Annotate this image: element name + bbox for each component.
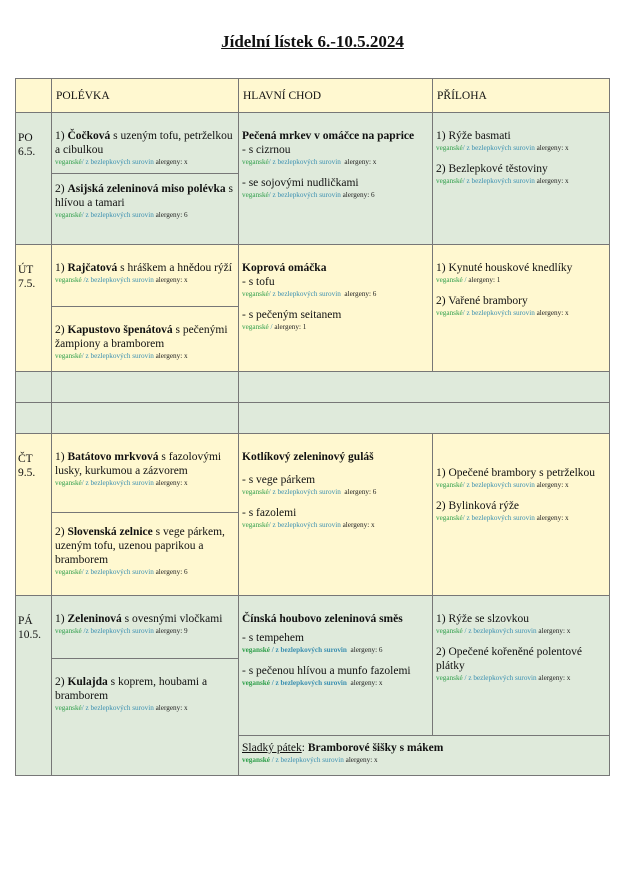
main-dish-name: Pečená mrkev v omáčce na paprice — [242, 130, 415, 142]
day-label: ČT 9.5. — [16, 434, 52, 596]
soup-cell — [52, 434, 239, 596]
day-row-tuesday — [16, 245, 610, 372]
sweet-friday-cell: Sladký pátek: Bramborové šišky s mákem veganské / z bezlepkových surovin alergeny: x — [239, 736, 610, 776]
day-row-thursday — [16, 434, 610, 596]
soup-cell — [52, 113, 239, 245]
day-label: PO 6.5. — [16, 113, 52, 245]
page-title: Jídelní lístek 6.-10.5.2024 — [221, 32, 404, 51]
sweet-friday-label: Sladký pátek — [242, 742, 302, 754]
main-dish-name: Čínská houbovo zeleninová směs — [242, 613, 403, 625]
day-row-friday — [16, 596, 610, 736]
soup-item: 1) Zeleninová s ovesnými vločkami veganské /z bezlepkových surovin alergeny: 9 — [55, 613, 223, 635]
soup-item: 1) Čočková s uzeným tofu, petrželkou a cibulkou veganské/ z bezlepkových surovin alergeny: x — [55, 130, 233, 166]
header-day — [16, 79, 52, 113]
soup-cell — [52, 596, 239, 776]
main-cell: Pečená mrkev v omáčce na paprice - s cizrnou veganské/ z bezlepkových surovin alergeny: x - se sojovými nudličkami veganské/ z bezlepkových surovin alergeny: 6 — [239, 113, 433, 245]
side-cell: 1) Kynuté houskové knedlíky veganské / alergeny: 1 2) Vařené brambory veganské/ z bezlepkových surovin alergeny: x — [433, 245, 610, 372]
day-row-monday — [16, 113, 610, 245]
soup-item: 2) Kulajda s koprem, houbami a bramborem veganské/ z bezlepkových surovin alergeny: x — [52, 658, 238, 717]
soup-item: 2) Slovenská zelnice s vege párkem, uzeným tofu, uzenou paprikou a bramborem veganské/ z bezlepkových surovin alergeny: 6 — [52, 512, 238, 581]
main-cell: Kotlíkový zeleninový guláš - s vege párkem veganské/ z bezlepkových surovin alergeny: 6 - s fazolemi veganské/ z bezlepkových surovin alergeny: x — [239, 434, 433, 596]
header-soup: POLÉVKA — [52, 79, 239, 113]
header-row — [16, 79, 610, 113]
side-cell: 1) Rýže basmati veganské/ z bezlepkových surovin alergeny: x 2) Bezlepkové těstoviny veganské/ z bezlepkových surovin alergeny: x — [433, 113, 610, 245]
header-side: PŘÍLOHA — [433, 79, 610, 113]
soup-cell — [52, 245, 239, 372]
day-label: ÚT 7.5. — [16, 245, 52, 372]
soup-item: 1) Rajčatová s hráškem a hnědou rýží veganské /z bezlepkových surovin alergeny: x — [55, 262, 232, 284]
empty-row — [16, 372, 610, 403]
main-cell: Koprová omáčka - s tofu veganské/ z bezlepkových surovin alergeny: 6 - s pečeným seitanem veganské / alergeny: 1 — [239, 245, 433, 372]
side-cell: 1) Opečené brambory s petrželkou veganské/ z bezlepkových surovin alergeny: x 2) Bylinková rýže veganské/ z bezlepkových surovin alergeny: x — [433, 434, 610, 596]
soup-item: 2) Kapustovo špenátová s pečenými žampiony a bramborem veganské/ z bezlepkových surovin alergeny: x — [52, 306, 238, 365]
main-dish-name: Koprová omáčka — [242, 262, 327, 274]
menu-table — [15, 78, 610, 776]
header-main: HLAVNÍ CHOD — [239, 79, 433, 113]
main-dish-name: Kotlíkový zeleninový guláš — [242, 451, 374, 463]
sweet-friday-dish: Bramborové šišky s mákem — [307, 742, 444, 754]
soup-item: 1) Batátovo mrkvová s fazolovými lusky, kurkumou a zázvorem veganské/ z bezlepkových surovin alergeny: x — [55, 451, 222, 487]
main-cell: Čínská houbovo zeleninová směs - s tempehem veganské / z bezlepkových surovin alergeny: 6 - s pečenou hlívou a munfo fazolemi veganské / z bezlepkových surovin alergeny: x — [239, 596, 433, 736]
day-label: PÁ 10.5. — [16, 596, 52, 776]
side-cell: 1) Rýže se slzovkou veganské / z bezlepkových surovin alergeny: x 2) Opečené kořeněné polentové plátky veganské / z bezlepkových surovin alergeny: x — [433, 596, 610, 736]
empty-row — [16, 403, 610, 434]
soup-item: 2) Asijská zeleninová miso polévka s hlívou a tamari veganské/ z bezlepkových surovin alergeny: 6 — [52, 173, 238, 224]
